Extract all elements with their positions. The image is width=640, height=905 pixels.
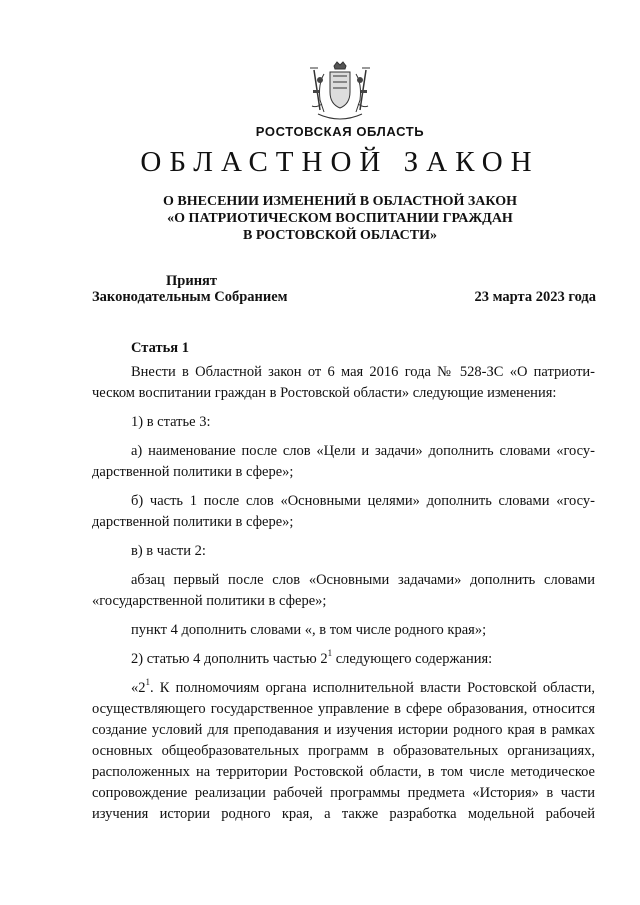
law-subject: [20, 193, 640, 244]
region-name: РОСТОВСКАЯ ОБЛАСТЬ: [255, 124, 425, 139]
paragraph: [92, 441, 595, 483]
text-line: «государственной политики в сфере»;: [92, 593, 327, 609]
text-line: ческом воспитании граждан в Ростовской области» следующие изменения:: [92, 385, 557, 401]
law-type-title: ОБЛАСТНОЙ ЗАКОН: [140, 146, 540, 178]
text-line: [92, 678, 595, 699]
paragraph: [92, 362, 595, 404]
text-line: пункт 4 дополнить словами «, в том числе родного края»;: [131, 622, 487, 638]
paragraph: [92, 541, 595, 562]
paragraph: [92, 491, 595, 533]
superscript: 1: [145, 677, 150, 688]
text-line: Внести в Областной закон от 6 мая 2016 года № 528-ЗС «О патриоти-: [131, 364, 595, 380]
adoption-date: 23 марта 2023 года: [474, 289, 596, 305]
text-run: 2) статью 4 дополнить частью 2: [131, 651, 328, 667]
paragraph: [92, 570, 595, 612]
subject-line: О ВНЕСЕНИИ ИЗМЕНЕНИЙ В ОБЛАСТНОЙ ЗАКОН: [163, 194, 517, 209]
text-line: дарственной политики в сфере»;: [92, 514, 294, 530]
paragraph: [92, 649, 595, 670]
text-line: изучения истории родного края, а также разработка модельной рабочей: [92, 806, 595, 822]
text-line: сопровождение реализации рабочей программы предмета «История» в части: [92, 785, 595, 801]
subject-line: В РОСТОВСКОЙ ОБЛАСТИ»: [242, 228, 438, 243]
text-line: б) часть 1 после слов «Основными целями» дополнить словами «госу-: [131, 493, 595, 509]
text-line: а) наименование после слов «Цели и задачи» дополнить словами «госу-: [131, 443, 595, 459]
adopting-body: Законодательным Собранием: [92, 289, 288, 305]
coat-of-arms-emblem: [304, 60, 376, 122]
paragraph: [92, 412, 595, 433]
text-line: создание условий для преподавания и изучения истории родного края в рамках: [92, 722, 595, 738]
paragraph: [92, 678, 595, 825]
adopted-label: Принят: [166, 273, 218, 289]
text-line: осуществляющего государственное управление в сфере образования, относится: [92, 701, 595, 717]
superscript: 1: [327, 648, 333, 659]
article-heading: Статья 1: [131, 340, 189, 356]
text-line: дарственной политики в сфере»;: [92, 464, 294, 480]
text-run: . К полномочиям органа исполнительной власти Ростовской области,: [150, 680, 595, 696]
text-line: 1) в статье 3:: [131, 414, 211, 430]
text-line: [92, 649, 595, 670]
text-run: следующего содержания:: [332, 651, 493, 667]
text-line: абзац первый после слов «Основными задачами» дополнить словами: [131, 572, 595, 588]
paragraph: [92, 620, 595, 641]
text-run: «2: [131, 680, 146, 696]
subject-line: «О ПАТРИОТИЧЕСКОМ ВОСПИТАНИИ ГРАЖДАН: [167, 211, 513, 226]
article-body: [92, 362, 595, 833]
text-line: основных общеобразовательных программ в образовательных организациях,: [92, 743, 595, 759]
text-line: в) в части 2:: [131, 543, 206, 559]
text-line: расположенных на территории Ростовской области, в том числе методическое: [92, 764, 595, 780]
